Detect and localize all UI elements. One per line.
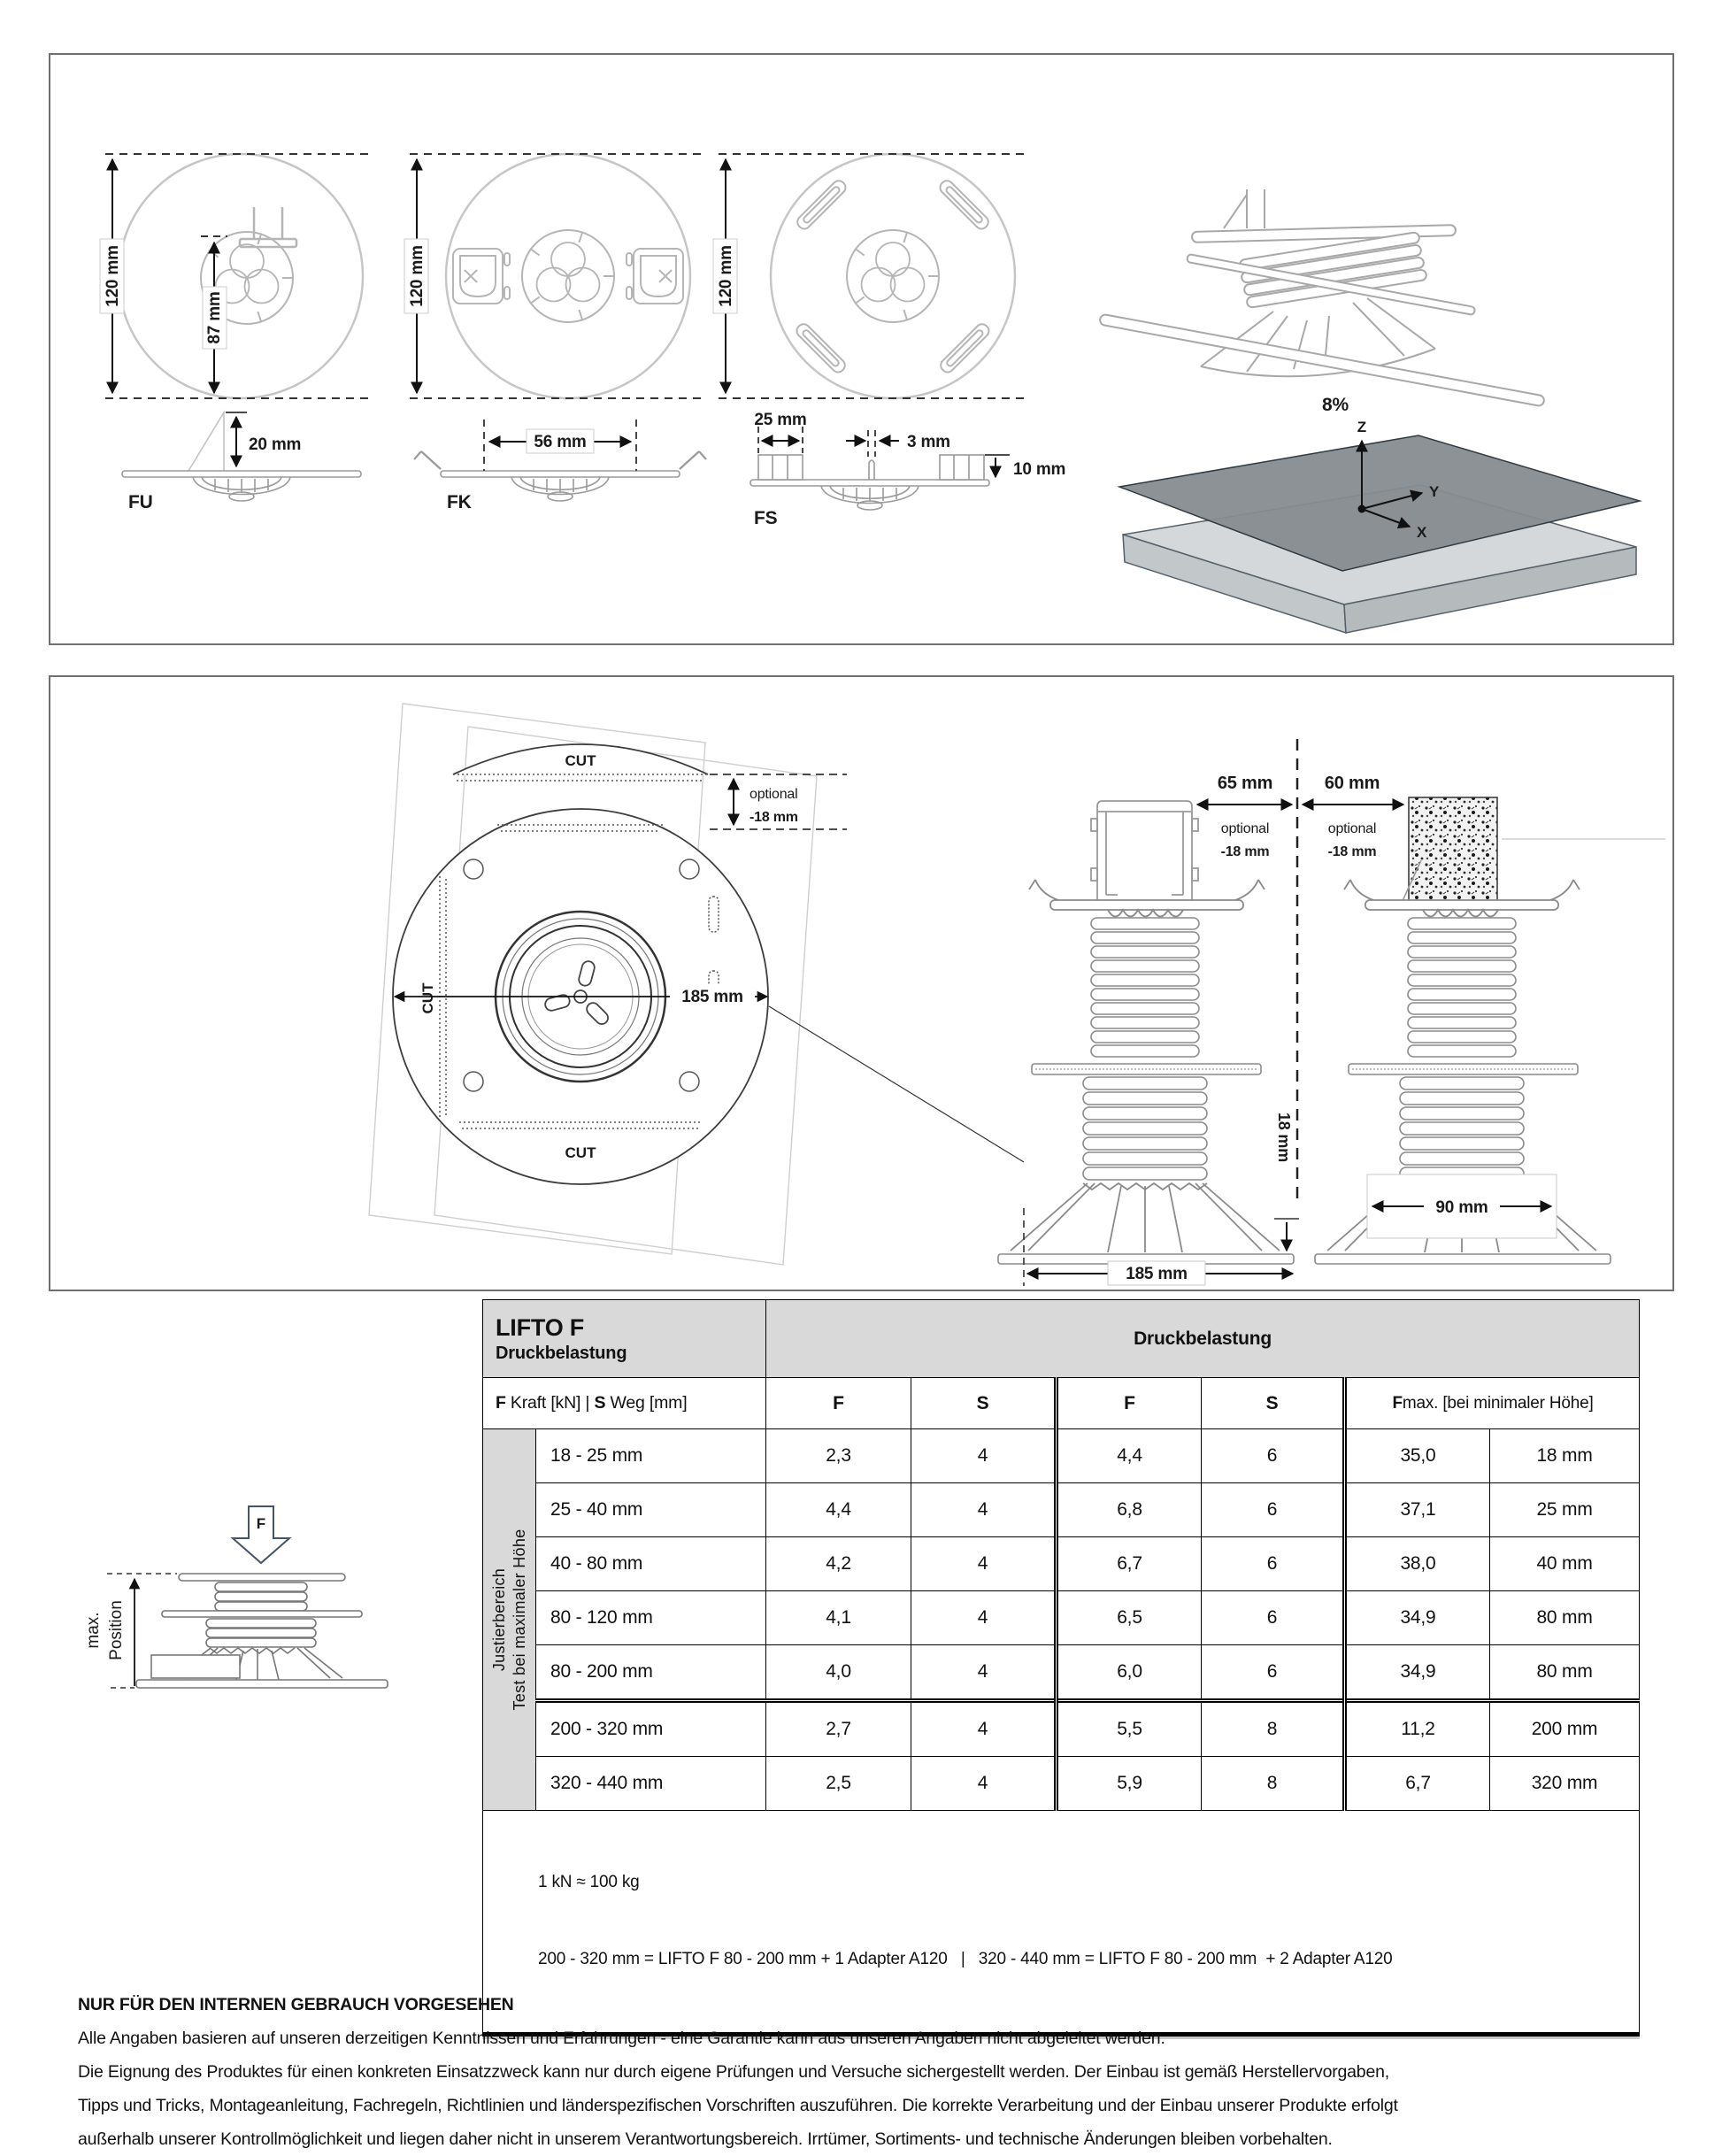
panel1-svg xyxy=(50,55,1672,643)
axis-z-label: Z xyxy=(1357,419,1367,435)
group-label xyxy=(489,1434,530,1806)
s2-cell: 6 xyxy=(1202,1537,1345,1591)
lifto-f-table xyxy=(482,1299,1640,2037)
f1-cell: 4,4 xyxy=(766,1483,911,1537)
range-cell: 80 - 200 mm xyxy=(536,1645,766,1701)
s2-cell: 8 xyxy=(1202,1701,1345,1757)
s2-cell: 6 xyxy=(1202,1429,1345,1483)
dim-3: 3 mm xyxy=(907,433,950,451)
legend-f: F xyxy=(496,1393,506,1413)
dim-65: 65 mm xyxy=(1217,774,1273,793)
table-row xyxy=(483,1645,1640,1701)
label-fs: FS xyxy=(754,508,778,528)
table-row xyxy=(483,1757,1640,1811)
f2-cell: 5,5 xyxy=(1057,1701,1202,1757)
range-cell: 80 - 120 mm xyxy=(536,1591,766,1645)
col-header-s1: S xyxy=(911,1378,1057,1429)
disc-fs-top-view xyxy=(713,154,1024,398)
dim-120-fu: 120 mm xyxy=(104,245,122,307)
leader-line xyxy=(769,1006,1024,1162)
hmin-cell: 200 mm xyxy=(1490,1701,1640,1757)
fu-side-view xyxy=(122,412,361,512)
range-cell: 320 - 440 mm xyxy=(536,1757,766,1811)
dim-90: 90 mm xyxy=(1435,1198,1488,1217)
hmin-cell: 40 mm xyxy=(1490,1537,1640,1591)
dim-20: 20 mm xyxy=(249,435,302,454)
optional-label-plate: optional xyxy=(750,787,798,802)
cut-label-top: CUT xyxy=(565,752,596,769)
disclaimer-line: Die Eignung des Produktes für einen konkreten Einsatzzweck kann nur durch eigene Prüfungen und Versuche sichergestellt werden. Der Einbau ist gemäß Herstellervorgaben, xyxy=(78,2062,1389,2082)
range-cell: 18 - 25 mm xyxy=(536,1429,766,1483)
legend-kraft: Kraft [kN] | xyxy=(505,1393,595,1413)
top-drawings-panel xyxy=(49,53,1674,645)
f1-cell: 4,1 xyxy=(766,1591,911,1645)
range-cell: 25 - 40 mm xyxy=(536,1483,766,1537)
table-title-cell xyxy=(483,1300,766,1378)
dim-120-fs: 120 mm xyxy=(717,245,735,307)
label-fu: FU xyxy=(128,492,153,512)
slope-label: 8% xyxy=(1322,395,1349,415)
s1-cell: 4 xyxy=(911,1591,1057,1645)
legend-weg: Weg [mm] xyxy=(605,1393,688,1413)
max-label: max. xyxy=(84,1612,103,1649)
max-position-diagram xyxy=(66,1505,482,1859)
table-row xyxy=(483,1701,1640,1757)
optional-label-65: optional xyxy=(1220,821,1270,836)
disclaimer-title: NUR FÜR DEN INTERNEN GEBRAUCH VORGESEHEN xyxy=(78,1995,514,2014)
dim-25: 25 mm xyxy=(754,411,807,429)
s1-cell: 4 xyxy=(911,1757,1057,1811)
druckbelastung-header: Druckbelastung xyxy=(766,1300,1640,1378)
s1-cell: 4 xyxy=(911,1701,1057,1757)
alu-profile xyxy=(1091,801,1198,900)
disclaimer-block xyxy=(78,1988,1688,2156)
fu-clip-side-glyph xyxy=(240,207,296,247)
hmin-cell: 320 mm xyxy=(1490,1757,1640,1811)
slope-pedestal-drawing xyxy=(1099,189,1545,406)
stone-paver xyxy=(1409,797,1497,903)
label-fk: FK xyxy=(447,492,472,512)
dim-120-fk: 120 mm xyxy=(408,245,427,307)
top-dimensions xyxy=(1197,774,1403,859)
dim-185-base: 185 mm xyxy=(1126,1265,1188,1283)
col-header-s2: S xyxy=(1202,1378,1345,1429)
s2-cell: 8 xyxy=(1202,1757,1345,1811)
optional-label-60: optional xyxy=(1327,821,1377,836)
minus18-label-plate: -18 mm xyxy=(750,810,798,825)
disclaimer-line: Alle Angaben basieren auf unseren derzeitigen Kenntnissen und Erfahrungen - eine Garantie kann aus unseren Angaben nicht abgeleitet werden. xyxy=(78,2029,1165,2048)
dim-87: 87 mm xyxy=(205,291,224,344)
axis-x-label: X xyxy=(1417,524,1427,541)
pedestal-right-section xyxy=(1315,797,1665,1264)
force-label: F xyxy=(256,1515,266,1532)
minus18-label-60: -18 mm xyxy=(1327,844,1377,859)
fmax-cell: 38,0 xyxy=(1345,1537,1490,1591)
f2-cell: 6,5 xyxy=(1057,1591,1202,1645)
hmin-cell: 80 mm xyxy=(1490,1591,1640,1645)
f2-cell: 5,9 xyxy=(1057,1757,1202,1811)
dim-60: 60 mm xyxy=(1324,774,1380,793)
s2-cell: 6 xyxy=(1202,1645,1345,1701)
s1-cell: 4 xyxy=(911,1483,1057,1537)
f1-cell: 2,7 xyxy=(766,1701,911,1757)
axis-y-label: Y xyxy=(1429,483,1440,500)
f1-cell: 4,0 xyxy=(766,1645,911,1701)
col-header-fmax xyxy=(1345,1378,1640,1429)
range-cell: 40 - 80 mm xyxy=(536,1537,766,1591)
hmin-cell: 18 mm xyxy=(1490,1429,1640,1483)
base-plate-top-view xyxy=(393,744,1024,1184)
fmax-cell: 34,9 xyxy=(1345,1591,1490,1645)
fmax-rest: max. [bei minimaler Höhe] xyxy=(1402,1393,1594,1413)
group-label-line1: Justierbereich xyxy=(489,1567,508,1672)
s2-cell: 6 xyxy=(1202,1483,1345,1537)
col-header-f2: F xyxy=(1057,1378,1202,1429)
legend-s: S xyxy=(594,1393,606,1413)
fmax-cell: 6,7 xyxy=(1345,1757,1490,1811)
cut-label-left: CUT xyxy=(419,982,436,1014)
hmin-cell: 25 mm xyxy=(1490,1483,1640,1537)
f2-cell: 6,8 xyxy=(1057,1483,1202,1537)
table-row xyxy=(483,1591,1640,1645)
dim-185-plate: 185 mm xyxy=(681,988,743,1006)
fmax-cell: 37,1 xyxy=(1345,1483,1490,1537)
s1-cell: 4 xyxy=(911,1537,1057,1591)
table-title: LIFTO F xyxy=(496,1313,585,1341)
group-label-line2: Test bei maximaler Höhe xyxy=(510,1528,528,1711)
s1-cell: 4 xyxy=(911,1429,1057,1483)
dim-10: 10 mm xyxy=(1013,460,1066,479)
fmax-cell: 11,2 xyxy=(1345,1701,1490,1757)
load-table xyxy=(482,1299,1640,2037)
fk-side-view xyxy=(414,420,706,512)
fmax-bold: F xyxy=(1392,1393,1403,1413)
panel2-svg xyxy=(50,677,1672,1290)
disclaimer-line: außerhalb unserer Kontrollmöglichkeit und liegen daher nicht in unserem Verantwortungsbereich. Irrtümer, Sortiments- und technische Änderungen bleiben vorbehalten. xyxy=(78,2129,1333,2149)
cut-label-bottom: CUT xyxy=(565,1144,596,1161)
table-row xyxy=(483,1483,1640,1537)
table-subtitle: Druckbelastung xyxy=(496,1343,627,1363)
pedestal-side xyxy=(162,1574,362,1647)
group-label-cell xyxy=(483,1429,536,1811)
fmax-cell: 35,0 xyxy=(1345,1429,1490,1483)
fs-side-view xyxy=(750,411,1065,528)
f1-cell: 2,3 xyxy=(766,1429,911,1483)
range-cell: 200 - 320 mm xyxy=(536,1701,766,1757)
disc-fk-top-view xyxy=(404,154,701,398)
fmax-cell: 34,9 xyxy=(1345,1645,1490,1701)
footnote-1: 1 kN ≈ 100 kg xyxy=(538,1873,640,1891)
f1-cell: 4,2 xyxy=(766,1537,911,1591)
f1-cell: 2,5 xyxy=(766,1757,911,1811)
table-row xyxy=(483,1429,1640,1483)
minus18-label-65: -18 mm xyxy=(1220,844,1270,859)
footnote-2: 200 - 320 mm = LIFTO F 80 - 200 mm + 1 Adapter A120 | 320 - 440 mm = LIFTO F 80 - 200 mm + 2 Adapter A120 xyxy=(538,1950,1393,1968)
disc-fu-top-view xyxy=(100,154,373,398)
s2-cell: 6 xyxy=(1202,1591,1345,1645)
dim-18: 18 mm xyxy=(1275,1112,1293,1163)
f2-cell: 6,7 xyxy=(1057,1537,1202,1591)
slope-3d-plate xyxy=(1119,419,1640,633)
col-header-f1: F xyxy=(766,1378,911,1429)
legend-cell xyxy=(483,1378,766,1429)
disclaimer-line: Tipps und Tricks, Montageanleitung, Fachregeln, Richtlinien und länderspezifischen Vorschriften auszuführen. Die korrekte Verarbeitung und der Einbau unserer Produkte erfolgt xyxy=(78,2096,1398,2115)
pedestal-drawings-panel xyxy=(49,675,1674,1291)
s1-cell: 4 xyxy=(911,1645,1057,1701)
hmin-cell: 80 mm xyxy=(1490,1645,1640,1701)
f2-cell: 6,0 xyxy=(1057,1645,1202,1701)
pedestal-left-section xyxy=(998,801,1299,1286)
position-label: Position xyxy=(107,1600,126,1660)
table-row xyxy=(483,1537,1640,1591)
dim-56: 56 mm xyxy=(534,433,587,451)
f2-cell: 4,4 xyxy=(1057,1429,1202,1483)
